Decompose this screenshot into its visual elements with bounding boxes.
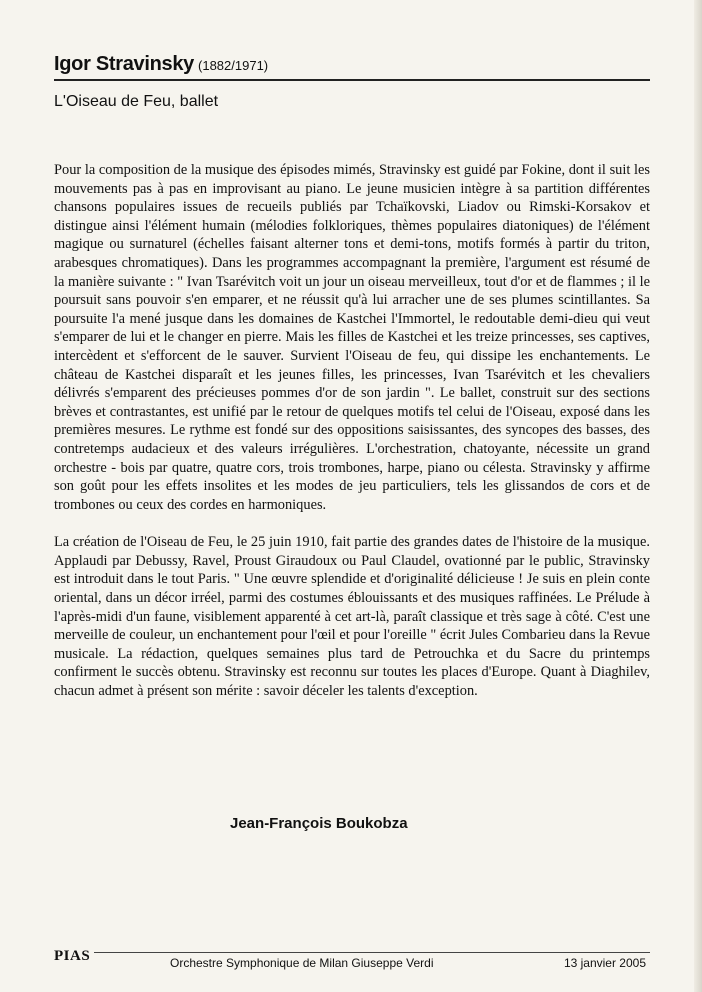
- page-header: [54, 53, 650, 81]
- label-logo: PIAS: [54, 948, 91, 964]
- footer-ensemble: Orchestre Symphonique de Milan Giuseppe Verdi: [170, 956, 434, 970]
- paragraph-2: La création de l'Oiseau de Feu, le 25 juin 1910, fait partie des grandes dates de l'histoire de la musique. Applaudi par Debussy, Ravel, Proust Giraudoux ou Paul Claudel, ovationné par le public, Stravinsky est introduit dans le tout Paris. " Une œuvre splendide et d'originalité délicieuse ! Je suis en plein conte oriental, dans un décor irréel, parmi des costumes éblouissants et des musiques raffinées. Le Prélude à l'après-midi d'un faune, visiblement apparenté à cet art-là, paraît classique et très sage à côté. C'est une merveille de couleur, un enchantement pour l'œil et pour l'oreille " écrit Jules Combarieu dans la Revue musicale. La rédaction, quelques semaines plus tard de Petrouchka et du Sacre du printemps confirment le succès obtenu. Stravinsky est reconnu sur toutes les places d'Europe. Quant à Diaghilev, chacun admet à présent son mérite : savoir déceler les talents d'exception.: [54, 534, 650, 700]
- composer-dates: (1882/1971): [198, 58, 269, 73]
- paragraph-1: Pour la composition de la musique des épisodes mimés, Stravinsky est guidé par Fokine, dont il suit les mouvements pas à pas en improvisant au piano. Le jeune musicien intègre à sa partition différentes chansons populaires issues de recueils publiés par Tchaïkovski, Liadov ou Rimski-Korsakov et distingue ainsi l'élément humain (mélodies folkloriques, thèmes populaires diatoniques) de l'élément magique ou surnaturel (échelles faisant alterner tons et demi-tons, motifs formés à partir du triton, arabesques chromatiques). Dans les programmes accompagnant la première, l'argument est résumé de la manière suivante : " Ivan Tsarévitch voit un jour un oiseau merveilleux, tout d'or et de flammes ; il le poursuit sans pouvoir s'en emparer, et ne réussit qu'à lui arracher une de ses plumes scintillantes. Sa poursuite l'a mené jusque dans les domaines de Kastchei l'Immortel, le redoutable demi-dieu qui veut s'emparer de lui et le changer en pierre. Mais les filles de Kastchei et les treize princesses, ses captives, intercèdent et s'efforcent de le sauver. Survient l'Oiseau de feu, qui dissipe les enchantements. Le château de Kastchei disparaît et les jeunes filles, les princesses, Ivan Tsarévitch et les chevaliers délivrés s'emparent des précieuses pommes d'or de son jardin ". Le ballet, construit sur des sections brèves et contrastantes, est unifié par le retour de quelques motifs tel celui de l'Oiseau, exposé dans les premières mesures. Le rythme est fondé sur des oppositions saisissantes, des syncopes des basses, des contretemps audacieux et des valeurs irrégulières. L'orchestration, chatoyante, nécessite un grand orchestre - bois par quatre, quatre cors, trois trombones, harpe, piano ou célesta. Stravinsky y affirme son goût pour les effets insolites et les modes de jeu particuliers, tels les glissandos de cors et de trombones ou ceux des cordes en harmoniques.: [54, 162, 650, 513]
- page-edge: [694, 0, 702, 992]
- work-title: L'Oiseau de Feu, ballet: [54, 93, 219, 110]
- page-footer: [54, 948, 650, 970]
- composer-name: Igor Stravinsky: [54, 53, 195, 75]
- author-signature: Jean-François Boukobza: [230, 815, 408, 832]
- footer-rule: [94, 952, 650, 953]
- article-body: [54, 161, 650, 701]
- footer-date: 13 janvier 2005: [563, 956, 646, 970]
